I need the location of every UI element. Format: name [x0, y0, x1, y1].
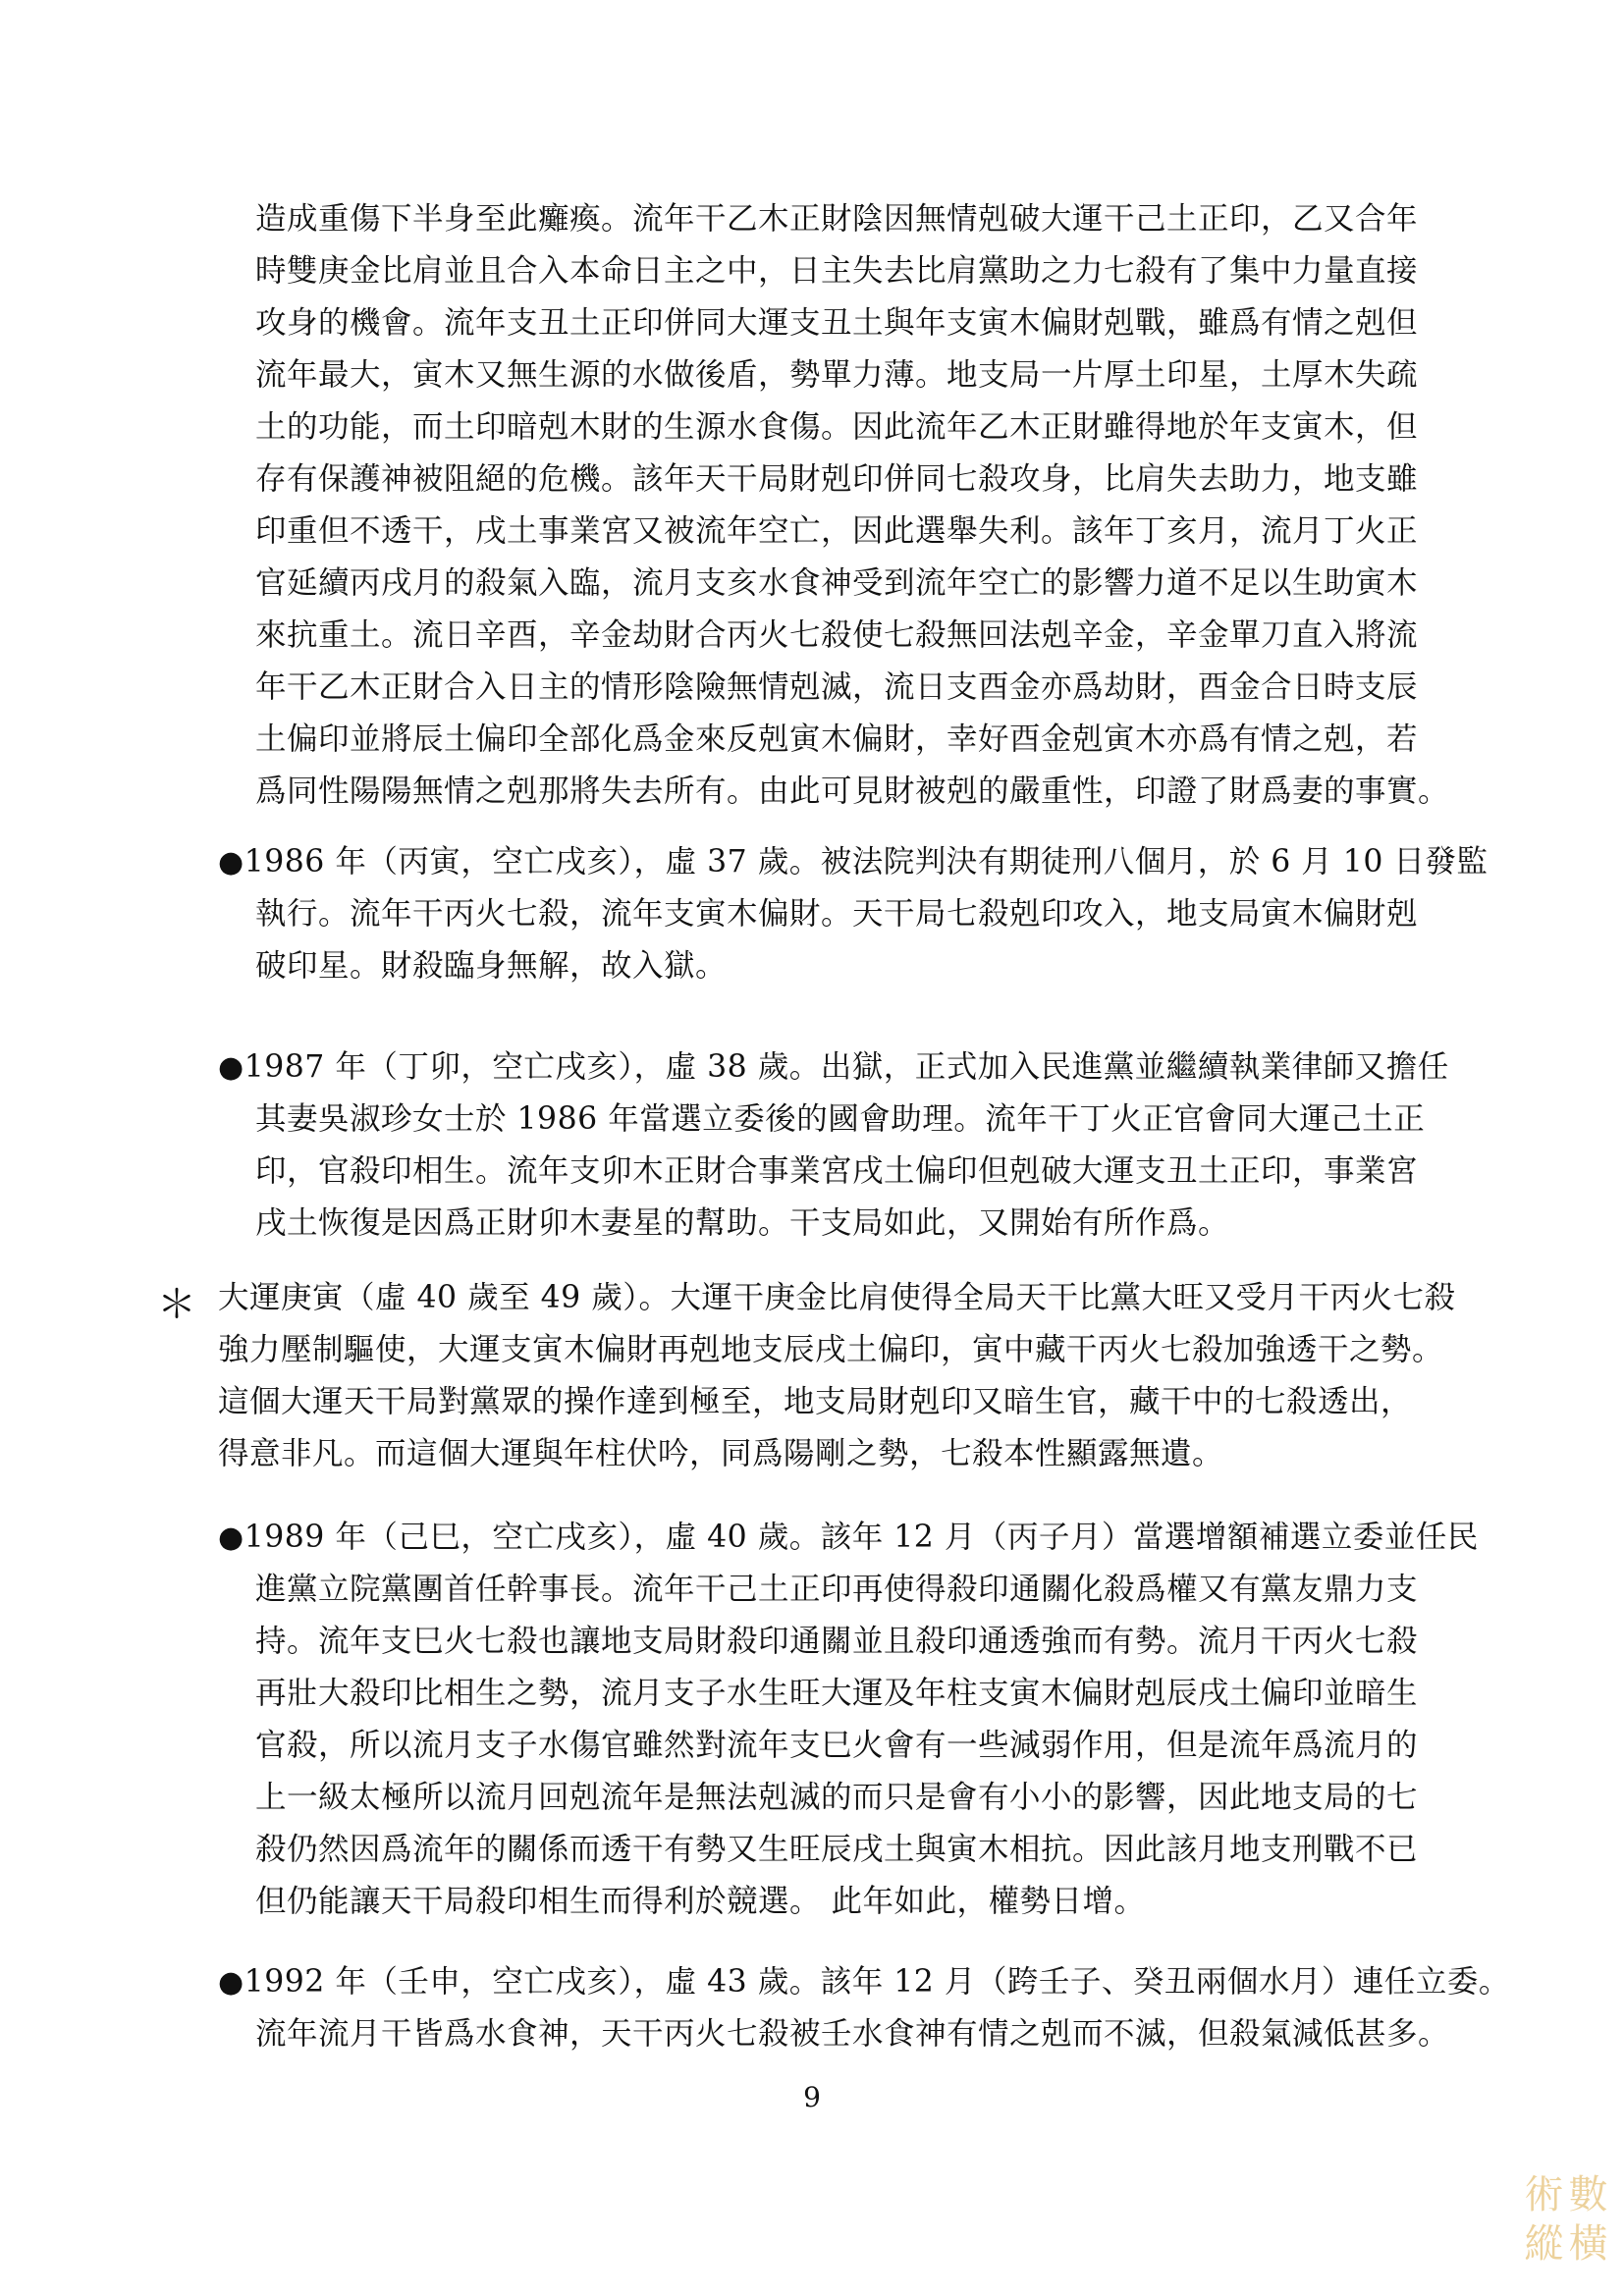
text-line: 強力壓制驅使，大運支寅木偏財再剋地支辰戌土偏印，寅中藏干丙火七殺加強透干之勢。	[218, 1332, 1444, 1367]
text-line: 年干乙木正財合入日主的情形陰險無情剋滅，流日支酉金亦爲劫財，酉金合日時支辰	[255, 669, 1419, 705]
text-line: 土的功能，而土印暗剋木財的生源水食傷。因此流年乙木正財雖得地於年支寅木，但	[255, 409, 1419, 445]
text-line: 再壯大殺印比相生之勢，流月支子水生旺大運及年柱支寅木偏財剋辰戌土偏印並暗生	[255, 1676, 1419, 1711]
text-line: 其妻吳淑珍女士於 1986 年當選立委後的國會助理。流年干丁火正官會同大運己土正	[255, 1101, 1426, 1137]
text-line: 印重但不透干，戌土事業宮又被流年空亡，因此選舉失利。該年丁亥月，流月丁火正	[255, 513, 1419, 549]
text-line: 持。流年支巳火七殺也讓地支局財殺印通關並且殺印通透強而有勢。流月干丙火七殺	[255, 1624, 1419, 1659]
watermark-char: 縱	[1524, 2221, 1564, 2267]
text-line: 這個大運天干局對黨眾的操作達到極至，地支局財剋印又暗生官，藏干中的七殺透出，	[218, 1384, 1413, 1419]
watermark-char: 橫	[1568, 2221, 1608, 2267]
text-line: 殺仍然因爲流年的關係而透干有勢又生旺辰戌土與寅木相抗。因此該月地支刑戰不已	[255, 1832, 1419, 1867]
bullet-first-line	[218, 1044, 1449, 1091]
watermark-char: 術	[1524, 2172, 1564, 2217]
bullet-dot-icon: ●	[218, 1521, 244, 1555]
bullet-dot-icon: ●	[218, 845, 244, 880]
text-line: 得意非凡。而這個大運與年柱伏吟，同爲陽剛之勢，七殺本性顯露無遺。	[218, 1436, 1224, 1471]
text-line: 時雙庚金比肩並且合入本命日主之中，日主失去比肩黨助之力七殺有了集中力量直接	[255, 253, 1419, 289]
bullet-text: 1987 年（丁卯，空亡戌亥），虛 38 歲。出獄，正式加入民進黨並繼續執業律師又擔任	[244, 1049, 1449, 1085]
watermark-logo	[1522, 2170, 1610, 2278]
asterisk-marker-icon: ＊	[157, 1282, 196, 1327]
text-line: 但仍能讓天干局殺印相生而得利於競選。 此年如此，權勢日增。	[255, 1884, 1146, 1919]
text-line: 攻身的機會。流年支丑土正印併同大運支丑土與年支寅木偏財剋戰，雖爲有情之剋但	[255, 305, 1419, 341]
text-line: 流年流月干皆爲水食神，天干丙火七殺被壬水食神有情之剋而不滅，但殺氣減低甚多。	[255, 2016, 1450, 2052]
text-line: 大運庚寅（虛 40 歲至 49 歲）。大運干庚金比肩使得全局天干比黨大旺又受月干丙火七殺	[218, 1280, 1456, 1315]
text-line: 爲同性陽陽無情之剋那將失去所有。由此可見財被剋的嚴重性，印證了財爲妻的事實。	[255, 774, 1450, 809]
bullet-dot-icon: ●	[218, 1050, 244, 1085]
text-line: 上一級太極所以流月回剋流年是無法剋滅的而只是會有小小的影響，因此地支局的七	[255, 1780, 1419, 1815]
text-line: 土偏印並將辰土偏印全部化爲金來反剋寅木偏財，幸好酉金剋寅木亦爲有情之剋，若	[255, 721, 1419, 757]
watermark-char: 數	[1568, 2172, 1608, 2217]
text-line: 流年最大，寅木又無生源的水做後盾，勢單力薄。地支局一片厚土印星，土厚木失疏	[255, 357, 1419, 393]
bullet-text: 1989 年（己巳，空亡戌亥），虛 40 歲。該年 12 月（丙子月）當選增額補選立委並任民	[244, 1520, 1479, 1555]
text-line: 執行。流年干丙火七殺，流年支寅木偏財。天干局七殺剋印攻入，地支局寅木偏財剋	[255, 896, 1419, 932]
text-line: 官延續丙戌月的殺氣入臨，流月支亥水食神受到流年空亡的影響力道不足以生助寅木	[255, 565, 1419, 601]
bullet-first-line	[218, 1515, 1479, 1561]
text-line: 破印星。財殺臨身無解，故入獄。	[255, 948, 728, 984]
text-line: 印，官殺印相生。流年支卯木正財合事業宮戌土偏印但剋破大運支丑土正印，事業宮	[255, 1153, 1419, 1189]
bullet-first-line	[218, 839, 1488, 885]
text-line: 進黨立院黨團首任幹事長。流年干己土正印再使得殺印通關化殺爲權又有黨友鼎力支	[255, 1572, 1419, 1607]
bullet-text: 1992 年（壬申，空亡戌亥），虛 43 歲。該年 12 月（跨壬子、癸丑兩個水月）連任立委。	[244, 1964, 1510, 2000]
text-line: 存有保護神被阻絕的危機。該年天干局財剋印併同七殺攻身，比肩失去助力，地支雖	[255, 461, 1419, 497]
bullet-first-line	[218, 1959, 1510, 2005]
bullet-text: 1986 年（丙寅，空亡戌亥），虛 37 歲。被法院判決有期徒刑八個月，於 6 月 10 日發監	[244, 844, 1489, 880]
page-number: 9	[803, 2081, 821, 2113]
bullet-dot-icon: ●	[218, 1965, 244, 2000]
text-line: 官殺，所以流月支子水傷官雖然對流年支巳火會有一些減弱作用，但是流年爲流月的	[255, 1728, 1419, 1763]
text-line: 戌土恢復是因爲正財卯木妻星的幫助。干支局如此，又開始有所作爲。	[255, 1205, 1230, 1241]
text-line: 來抗重土。流日辛酉，辛金劫財合丙火七殺使七殺無回法剋辛金，辛金單刀直入將流	[255, 617, 1419, 653]
text-line: 造成重傷下半身至此癱瘓。流年干乙木正財陰因無情剋破大運干己土正印，乙又合年	[255, 201, 1419, 237]
